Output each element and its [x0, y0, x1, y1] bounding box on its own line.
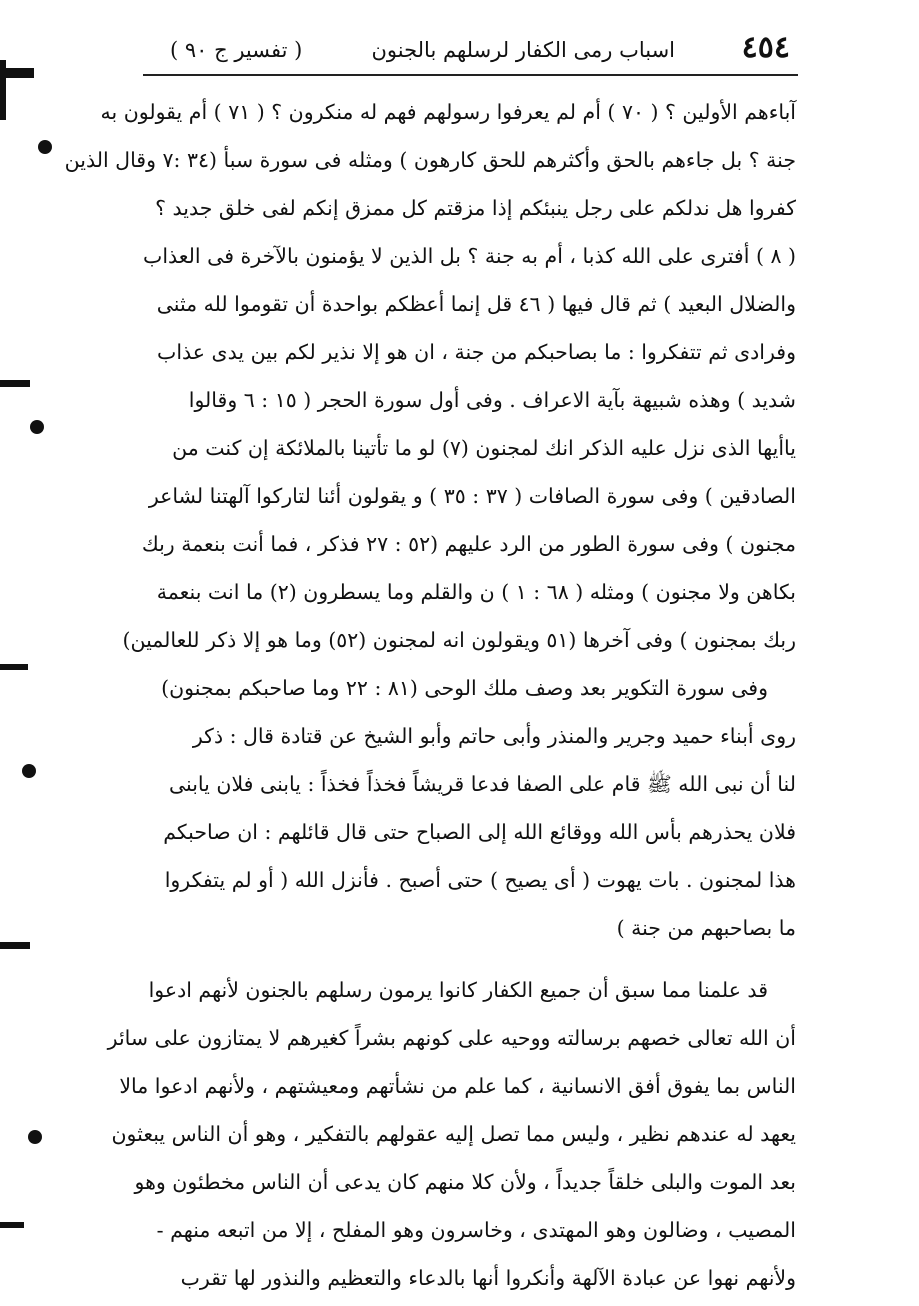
scan-edge-mark [0, 942, 30, 949]
scan-edge-mark [0, 68, 34, 78]
scan-edge-mark [0, 380, 30, 387]
text-line: ما بصاحبهم من جنة ) [616, 916, 796, 940]
text-line: يعهد له عندهم نظير ، وليس مما تصل إليه عقولهم بالتفكير ، وهو أن الناس يبعثون [111, 1122, 796, 1146]
page-number: ٤٥٤ [741, 30, 790, 65]
text-line: أن الله تعالى خصهم برسالته ووحيه على كونهم بشراً كغيرهم لا يمتازون على سائر [107, 1026, 796, 1050]
text-line: وفرادى ثم تتفكروا : ما بصاحبكم من جنة ، ان هو إلا نذير لكم بين يدى عذاب [157, 340, 796, 364]
series-label: ( تفسير ج ٩٠ ) [170, 38, 303, 62]
text-line: كفروا هل ندلكم على رجل ينبئكم إذا مزقتم كل ممزق إنكم لفى خلق جديد ؟ [155, 196, 796, 220]
text-line: هذا لمجنون . بات يهوت ( أى يصيح ) حتى أصبح . فأنزل الله ( أو لم يتفكروا [164, 868, 796, 892]
text-line: ولأنهم نهوا عن عبادة الآلهة وأنكروا أنها بالدعاء والتعظيم والنذور لها تقرب [180, 1266, 796, 1290]
scan-edge-mark [0, 664, 28, 670]
text-line: وفى سورة التكوير بعد وصف ملك الوحى (٨١ : ٢٢ وما صاحبكم بمجنون) [161, 676, 768, 700]
text-line: بكاهن ولا مجنون ) ومثله ( ٦٨ : ١ ) ن والقلم وما يسطرون (٢) ما انت بنعمة [156, 580, 796, 604]
scan-edge-mark [0, 1222, 24, 1228]
text-line: فلان يحذرهم بأس الله ووقائع الله إلى الصباح حتى قال قائلهم : ان صاحبكم [163, 820, 796, 844]
text-line: جنة ؟ بل جاءهم بالحق وأكثرهم للحق كارهون ) ومثله فى سورة سبأ (٣٤ :٧ وقال الذين [64, 148, 796, 172]
scan-blot [28, 1130, 42, 1144]
text-line: الناس بما يفوق أفق الانسانية ، كما علم من نشأتهم ومعيشتهم ، ولأنهم ادعوا مالا [119, 1074, 796, 1098]
text-line: آباءهم الأولين ؟ ( ٧٠ ) أم لم يعرفوا رسولهم فهم له منكرون ؟ ( ٧١ ) أم يقولون به [100, 100, 796, 124]
text-line: قد علمنا مما سبق أن جميع الكفار كانوا يرمون رسلهم بالجنون لأنهم ادعوا [148, 978, 768, 1002]
text-line: مجنون ) وفى سورة الطور من الرد عليهم (٥٢ : ٢٧ فذكر ، فما أنت بنعمة ربك [141, 532, 796, 556]
page-header [140, 28, 790, 72]
header-divider [143, 74, 798, 76]
page-body [64, 88, 796, 1302]
scan-blot [38, 140, 52, 154]
text-line: شديد ) وهذه شبيهة بآية الاعراف . وفى أول سورة الحجر ( ١٥ : ٦ وقالوا [188, 388, 796, 412]
text-line: ( ٨ ) أفترى على الله كذبا ، أم به جنة ؟ بل الذين لا يؤمنون بالآخرة فى العذاب [143, 244, 796, 268]
text-line: لنا أن نبى الله ﷺ قام على الصفا فدعا قريشاً فخذاً فخذاً : يابنى فلان يابنى [168, 772, 796, 796]
text-line: الصادقين ) وفى سورة الصافات ( ٣٧ : ٣٥ ) و يقولون أئنا لتاركوا آلهتنا لشاعر [148, 484, 796, 508]
paragraph-gap [138, 952, 796, 966]
text-line: المصيب ، وضالون وهو المهتدى ، وخاسرون وهو المفلح ، إلا من اتبعه منهم - [156, 1218, 796, 1242]
text-line: ياأيها الذى نزل عليه الذكر انك لمجنون (٧) لو ما تأتينا بالملائكة إن كنت من [172, 436, 796, 460]
scan-blot [22, 764, 36, 778]
text-line: روى أبناء حميد وجرير والمنذر وأبى حاتم وأبو الشيخ عن قتادة قال : ذكر [192, 724, 796, 748]
text-line: بعد الموت والبلى خلقاً جديداً ، ولأن كلا منهم كان يدعى أن الناس مخطئون وهو [134, 1170, 796, 1194]
text-line: والضلال البعيد ) ثم قال فيها ( ٤٦ قل إنما أعظكم بواحدة أن تقوموا لله مثنى [156, 292, 796, 316]
scan-blot [30, 420, 44, 434]
running-title: اسباب رمى الكفار لرسلهم بالجنون [371, 38, 675, 62]
text-line: ربك بمجنون ) وفى آخرها (٥١ ويقولون انه لمجنون (٥٢) وما هو إلا ذكر للعالمين) [122, 628, 796, 652]
